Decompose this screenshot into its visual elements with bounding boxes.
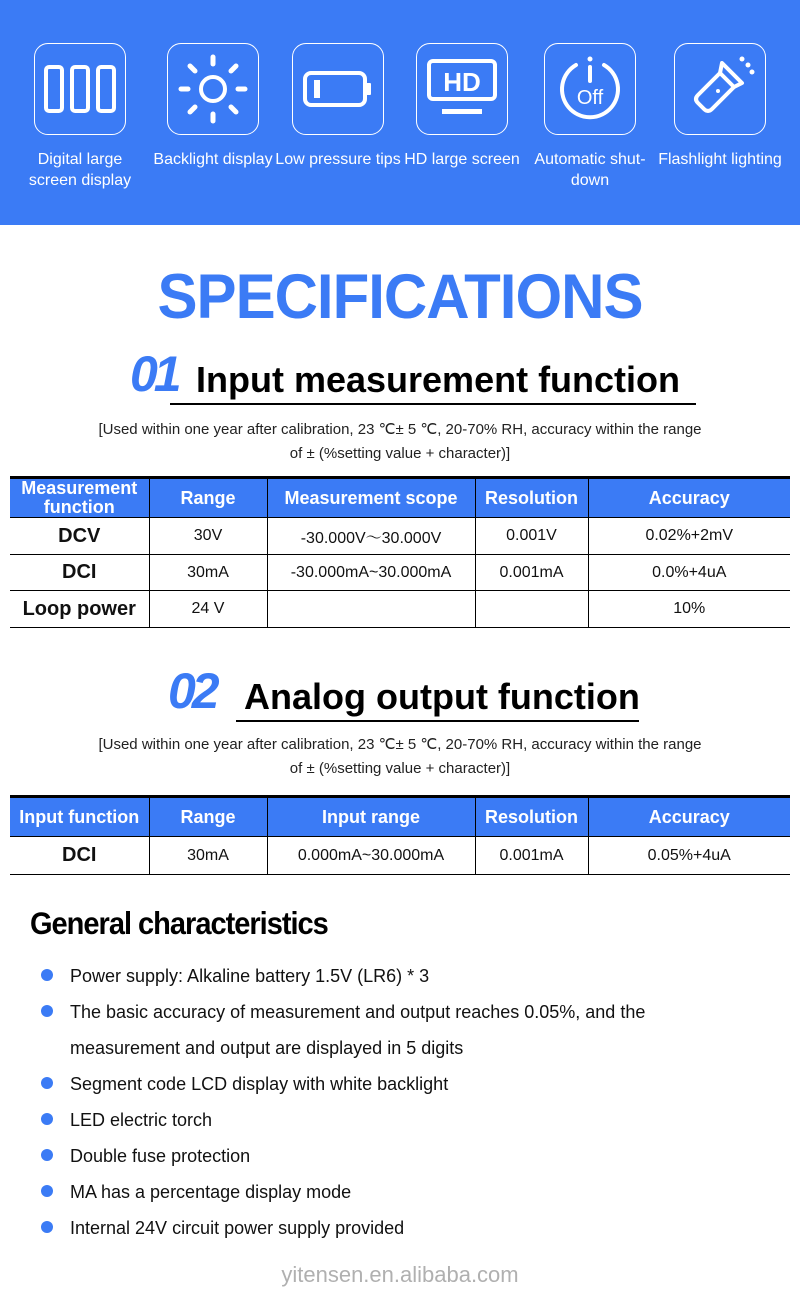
bullet-icon xyxy=(41,969,53,981)
bullet-icon xyxy=(41,1185,53,1197)
table-row: DCI 30mA 0.000mA~30.000mA 0.001mA 0.05%+4uA xyxy=(10,837,790,875)
list-item: Double fuse protection xyxy=(40,1138,760,1174)
low-battery-icon xyxy=(292,43,384,135)
svg-text:HD: HD xyxy=(443,67,481,97)
section-divider xyxy=(236,720,639,722)
feature-label: Digital large screen display xyxy=(28,151,132,189)
input-measurement-table xyxy=(10,476,790,628)
column-header: Accuracy xyxy=(588,478,790,518)
section-divider xyxy=(170,403,696,405)
feature-digital-display xyxy=(15,43,145,191)
bullet-icon xyxy=(41,1149,53,1161)
list-item: Internal 24V circuit power supply provided xyxy=(40,1210,760,1246)
feature-flashlight xyxy=(650,43,790,170)
feature-low-pressure xyxy=(273,43,403,170)
section-title: Analog output function xyxy=(244,676,640,717)
column-header: Measurement function xyxy=(10,478,149,518)
column-header: Range xyxy=(149,797,267,837)
bullet-icon xyxy=(41,1005,53,1017)
column-header: Accuracy xyxy=(588,797,790,837)
bullet-icon xyxy=(41,1221,53,1233)
bullet-icon xyxy=(41,1113,53,1125)
column-header: Input function xyxy=(10,797,149,837)
table-row: Loop power 24 V 10% xyxy=(10,591,790,628)
column-header: Resolution xyxy=(475,478,588,518)
feature-label: Backlight display xyxy=(153,151,273,168)
feature-label: Low pressure tips xyxy=(275,151,401,168)
feature-label: Automatic shut-down xyxy=(534,151,646,189)
table-row: DCV 30V -30.000V～30.000V 0.001V 0.02%+2mV xyxy=(10,518,790,555)
feature-label: HD large screen xyxy=(404,151,520,168)
bullet-icon xyxy=(41,1077,53,1089)
section-title: Input measurement function xyxy=(196,359,681,400)
analog-output-table xyxy=(10,795,790,875)
calibration-note: [Used within one year after calibration, 23 ℃± 5 ℃, 20-70% RH, accuracy within the range of ± (%setting value + character)] xyxy=(98,421,702,462)
list-item: Segment code LCD display with white backlight xyxy=(40,1066,760,1102)
feature-auto-shutdown xyxy=(525,43,655,191)
feature-hd-screen xyxy=(397,43,527,170)
section-number: 01 xyxy=(130,346,178,402)
sun-icon xyxy=(167,43,259,135)
svg-text:Off: Off xyxy=(576,87,604,109)
feature-backlight xyxy=(148,43,278,170)
column-header: Input range xyxy=(267,797,475,837)
seven-segment-display-icon xyxy=(34,43,126,135)
flashlight-icon xyxy=(674,43,766,135)
page-title: SPECIFICATIONS xyxy=(157,261,643,332)
list-item: MA has a percentage display mode xyxy=(40,1174,760,1210)
features-banner xyxy=(0,0,800,225)
list-item: LED electric torch xyxy=(40,1102,760,1138)
hd-monitor-icon xyxy=(416,43,508,135)
column-header: Measurement scope xyxy=(267,478,475,518)
list-item: The basic accuracy of measurement and output reaches 0.05%, and the measurement and output are displayed in 5 digits xyxy=(40,994,760,1066)
general-characteristics-title: General characteristics xyxy=(30,906,328,942)
list-item: Power supply: Alkaline battery 1.5V (LR6) * 3 xyxy=(40,958,760,994)
section-number: 02 xyxy=(168,663,216,719)
column-header: Range xyxy=(149,478,267,518)
characteristics-list xyxy=(40,958,760,1246)
column-header: Resolution xyxy=(475,797,588,837)
calibration-note: [Used within one year after calibration, 23 ℃± 5 ℃, 20-70% RH, accuracy within the range of ± (%setting value + character)] xyxy=(98,736,702,777)
power-off-icon xyxy=(544,43,636,135)
watermark: yitensen.en.alibaba.com xyxy=(281,1262,519,1287)
table-row: DCI 30mA -30.000mA~30.000mA 0.001mA 0.0%+4uA xyxy=(10,555,790,591)
feature-label: Flashlight lighting xyxy=(658,151,782,168)
